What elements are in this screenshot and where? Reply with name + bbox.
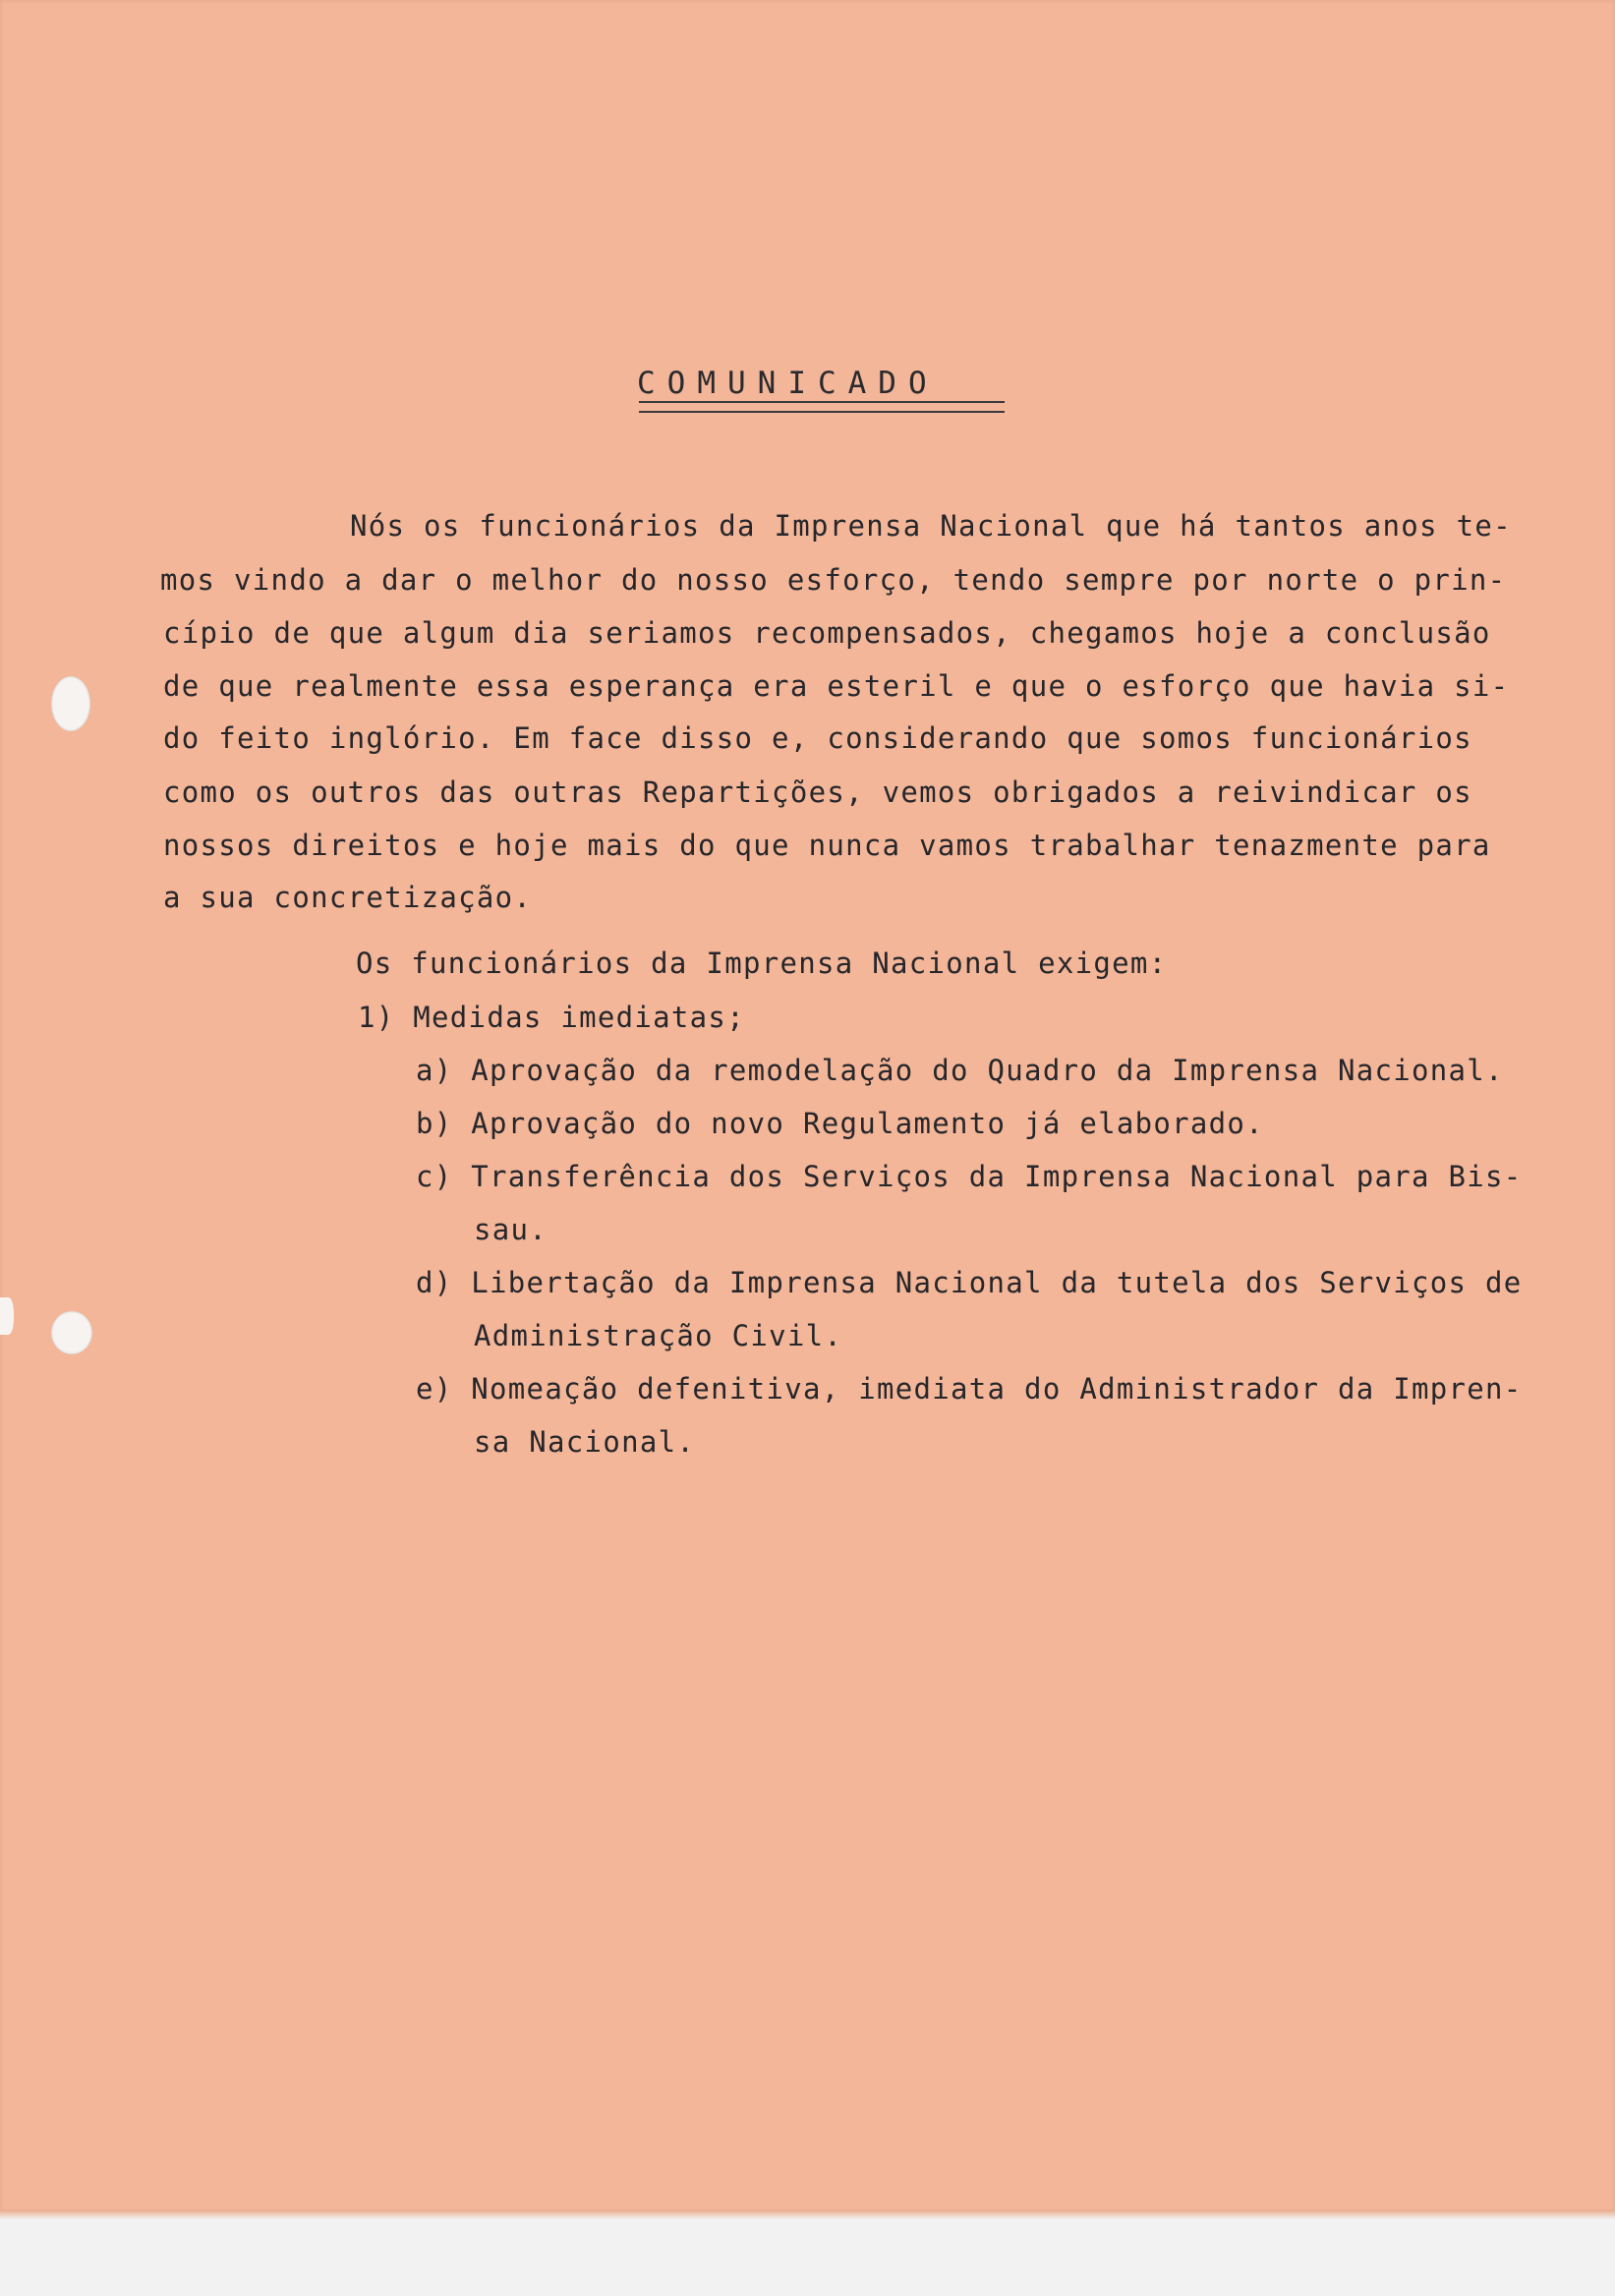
- paragraph-line-1: Nós os funcionários da Imprensa Nacional que há tantos anos te-: [350, 509, 1512, 543]
- paragraph-line-6: como os outros das outras Repartições, vemos obrigados a reivindicar os: [163, 775, 1472, 809]
- list-item-c-continuation: sau.: [474, 1213, 548, 1246]
- paragraph-line-4: de que realmente essa esperança era esteril e que o esforço que havia si-: [163, 669, 1510, 703]
- paragraph-line-7: nossos direitos e hoje mais do que nunca vamos trabalhar tenazmente para: [163, 829, 1491, 862]
- paragraph-line-8: a sua concretização.: [163, 881, 533, 914]
- list-item-d: d) Libertação da Imprensa Nacional da tutela dos Serviços de: [416, 1266, 1523, 1299]
- paragraph-line-5: do feito inglório. Em face disso e, considerando que somos funcionários: [163, 721, 1472, 755]
- measures-heading: 1) Medidas imediatas;: [358, 1001, 745, 1034]
- list-item-a: a) Aprovação da remodelação do Quadro da Imprensa Nacional.: [416, 1054, 1504, 1087]
- list-item-e: e) Nomeação defenitiva, imediata do Administrador da Impren-: [416, 1372, 1523, 1406]
- list-item-e-continuation: sa Nacional.: [474, 1425, 696, 1459]
- document-title: COMUNICADO: [637, 366, 939, 401]
- list-item-d-continuation: Administração Civil.: [474, 1319, 843, 1352]
- list-item-c: c) Transferência dos Serviços da Imprensa Nacional para Bis-: [416, 1160, 1523, 1193]
- list-item-b: b) Aprovação do novo Regulamento já elaborado.: [416, 1107, 1264, 1140]
- demands-intro: Os funcionários da Imprensa Nacional exigem:: [356, 947, 1168, 980]
- paragraph-line-2: mos vindo a dar o melhor do nosso esforço, tendo sempre por norte o prin-: [160, 563, 1507, 597]
- paragraph-line-3: cípio de que algum dia seriamos recompensados, chegamos hoje a conclusão: [163, 616, 1491, 650]
